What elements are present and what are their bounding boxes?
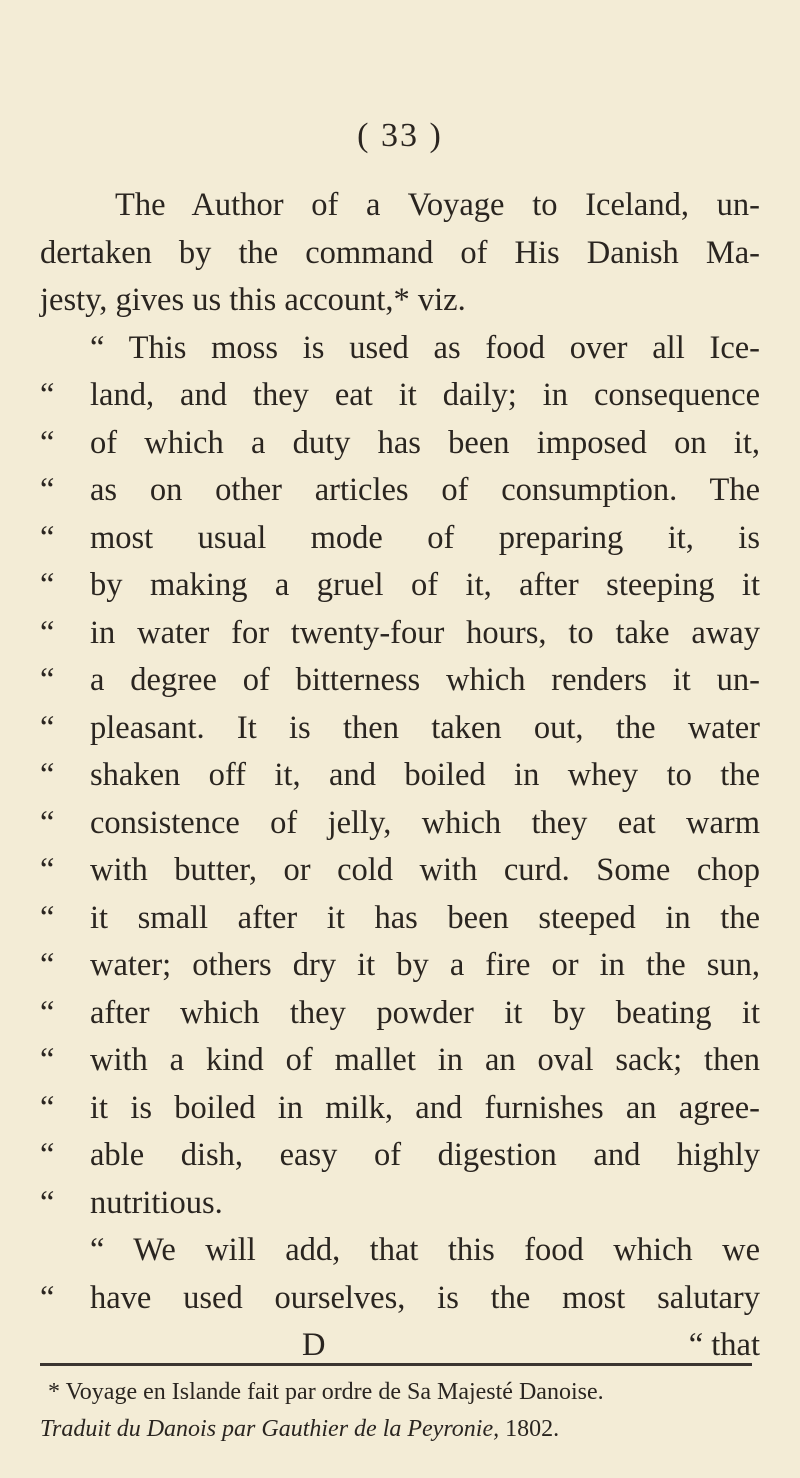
- quote-mark: “: [40, 947, 55, 983]
- footnote-line-2: [40, 1411, 760, 1448]
- text-line: [40, 420, 760, 468]
- text-line: [40, 562, 760, 610]
- quote-mark: “: [40, 757, 55, 793]
- line-text: shaken off it, and boiled in whey to the: [90, 757, 760, 793]
- quote-mark: “: [40, 1184, 55, 1221]
- quote-mark: “: [40, 899, 55, 936]
- text-line: [40, 1037, 760, 1085]
- quote-mark: “: [40, 709, 55, 746]
- line-text: “ This moss is used as food over all Ice-: [90, 329, 760, 366]
- catchword: “ that: [688, 1327, 760, 1363]
- quote-mark: “: [40, 852, 55, 888]
- line-text: consistence of jelly, which they eat warm: [90, 804, 760, 841]
- text-line: [40, 515, 760, 563]
- text-line: [40, 230, 760, 278]
- line-text: most usual mode of preparing it, is: [90, 519, 760, 556]
- text-line: [40, 705, 760, 753]
- line-text: by making a gruel of it, after steeping it: [90, 567, 760, 603]
- line-text: have used ourselves, is the most salutary: [90, 1279, 760, 1316]
- text-line: [40, 895, 760, 943]
- text-line: [40, 1132, 760, 1180]
- line-text: able dish, easy of digestion and highly: [90, 1137, 760, 1173]
- text-line: [40, 657, 760, 705]
- line-text: of which a duty has been imposed on it,: [90, 424, 760, 461]
- text-line: [40, 372, 760, 420]
- text-line: [40, 277, 760, 325]
- line-text: with butter, or cold with curd. Some chop: [90, 852, 760, 888]
- text-line: [40, 847, 760, 895]
- page-number: ( 33 ): [357, 117, 443, 154]
- line-text: jesty, gives us this account,* viz.: [40, 282, 466, 318]
- quote-mark: “: [40, 1089, 55, 1126]
- line-text: dertaken by the command of His Danish Ma-: [40, 234, 760, 271]
- quote-mark: “: [40, 804, 55, 841]
- text-line: [40, 752, 760, 800]
- quote-mark: “: [40, 1279, 55, 1316]
- text-line: [40, 182, 760, 230]
- quote-mark: “: [40, 424, 55, 461]
- footnote-rule: [40, 1363, 752, 1366]
- quote-mark: “: [40, 377, 55, 413]
- footnote: [40, 1374, 760, 1448]
- quote-mark: “: [40, 994, 55, 1031]
- main-text: [40, 182, 760, 1370]
- text-line: [40, 1180, 760, 1228]
- text-line: [40, 325, 760, 373]
- footnote-citation: Traduit du Danois par Gauthier de la Peyronie,: [40, 1416, 500, 1442]
- line-text: a degree of bitterness which renders it un-: [90, 662, 760, 698]
- line-text: after which they powder it by beating it: [90, 994, 760, 1031]
- quote-mark: “: [40, 1042, 55, 1078]
- quote-mark: “: [40, 614, 55, 651]
- quote-mark: “: [40, 519, 55, 556]
- line-text: it is boiled in milk, and furnishes an agree-: [90, 1089, 760, 1126]
- line-text: nutritious.: [90, 1184, 223, 1221]
- line-text: with a kind of mallet in an oval sack; then: [90, 1042, 760, 1078]
- text-line: [40, 942, 760, 990]
- line-text: as on other articles of consumption. The: [90, 472, 760, 508]
- line-text: pleasant. It is then taken out, the water: [90, 709, 760, 746]
- text-line: [40, 610, 760, 658]
- line-text: in water for twenty-four hours, to take away: [90, 614, 760, 651]
- line-text: “ We will add, that this food which we: [90, 1232, 760, 1268]
- quote-mark: “: [40, 567, 55, 603]
- quote-mark: “: [40, 1137, 55, 1173]
- line-text: water; others dry it by a fire or in the sun,: [90, 947, 760, 983]
- text-line: [40, 990, 760, 1038]
- text-line: [40, 1085, 760, 1133]
- quote-mark: “: [40, 472, 55, 508]
- text-line: [40, 1227, 760, 1275]
- footnote-year: 1802.: [505, 1416, 560, 1442]
- line-text: The Author of a Voyage to Iceland, un-: [115, 187, 760, 223]
- text-line: [40, 800, 760, 848]
- line-text: it small after it has been steeped in the: [90, 899, 760, 936]
- text-line: [40, 467, 760, 515]
- text-line: [40, 1275, 760, 1323]
- quote-mark: “: [40, 662, 55, 698]
- line-text: land, and they eat it daily; in consequence: [90, 377, 760, 413]
- footnote-line-1: * Voyage en Islande fait par ordre de Sa Majesté Danoise.: [48, 1379, 604, 1405]
- signature-mark: D: [302, 1327, 326, 1363]
